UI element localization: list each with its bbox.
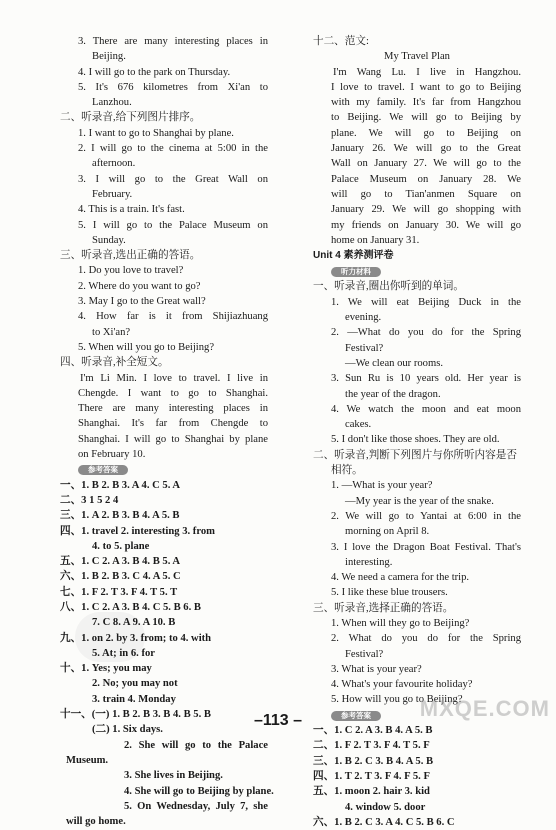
text-line: 4. We need a camera for the trip. bbox=[331, 572, 470, 584]
text-line: 三、听录音,选出正确的答语。 bbox=[60, 250, 201, 262]
text-line: morning on April 8. bbox=[345, 526, 430, 538]
text-line: Shanghai. It's far from Chengde to bbox=[78, 418, 268, 430]
text-line: 二、3 1 5 2 4 bbox=[60, 494, 119, 506]
text-line: 4. This is a train. It's fast. bbox=[78, 204, 185, 216]
text-line: 三、听录音,选择正确的答语。 bbox=[313, 602, 454, 614]
text-line: 四、听录音,补全短文。 bbox=[60, 357, 169, 369]
text-line: 四、1. travel 2. interesting 3. from bbox=[60, 525, 215, 537]
text-line: 二、听录音,给下列图片排序。 bbox=[60, 112, 201, 124]
text-line: 5. When will you go to Beijing? bbox=[78, 341, 215, 353]
text-line: Lanzhou. bbox=[92, 97, 132, 109]
text-line: 相符。 bbox=[331, 465, 363, 477]
badge-row bbox=[60, 462, 268, 477]
text-line: Sunday. bbox=[92, 234, 126, 246]
badge-row bbox=[313, 264, 521, 279]
text-line: 5. I will go to the Palace Museum on bbox=[78, 219, 268, 231]
text-line: Chengde. I want to go to Shanghai. bbox=[78, 387, 268, 399]
text-line: evening. bbox=[345, 312, 382, 324]
text-line: 八、1. C 2. A 3. B 4. C 5. B 6. B bbox=[60, 601, 201, 613]
text-line: 三、1. B 2. C 3. B 4. A 5. B bbox=[313, 755, 434, 767]
text-line: 3. Sun Ru is 10 years old. Her year is bbox=[331, 373, 521, 385]
text-line: Festival? bbox=[345, 648, 384, 660]
text-line: 4. We watch the moon and eat moon bbox=[331, 403, 521, 415]
text-line: 5. It's 676 kilometres from Xi'an to bbox=[78, 81, 268, 93]
text-line: 2. She will go to the Palace bbox=[124, 739, 268, 751]
text-line: my friends on January 30. We will go bbox=[331, 219, 521, 231]
text-line: 5. I like these blue trousers. bbox=[331, 587, 448, 599]
section-badge: 参考答案 bbox=[331, 711, 381, 721]
text-line: 十、1. Yes; you may bbox=[60, 663, 152, 675]
text-line: 2. We will go to Yantai at 6:00 in the bbox=[331, 510, 521, 522]
text-line: to Xi'an? bbox=[92, 326, 131, 338]
text-line: I'm Li Min. I love to travel. I live in bbox=[80, 372, 268, 384]
text-line: 一、1. B 2. B 3. A 4. C 5. A bbox=[60, 479, 181, 491]
text-line: 2. Where do you want to go? bbox=[78, 280, 201, 292]
section-badge: 听力材料 bbox=[331, 267, 381, 277]
unit-heading: Unit 4 素养测评卷 bbox=[313, 250, 394, 262]
site-watermark: MXQE.COM bbox=[419, 696, 550, 721]
text-line: 五、1. C 2. A 3. B 4. B 5. A bbox=[60, 556, 181, 568]
text-line: 4. How far is it from Shijiazhuang bbox=[78, 311, 268, 323]
text-line: Palace Museum on January 28. We bbox=[331, 173, 521, 185]
section-badge: 参考答案 bbox=[78, 465, 128, 475]
text-line: Shanghai. I will go to Shanghai by plane bbox=[78, 433, 268, 445]
text-line: 2. —What do you do for the Spring bbox=[331, 327, 521, 339]
text-line: 3. She lives in Beijing. bbox=[124, 770, 223, 782]
text-line: 3. What is your year? bbox=[331, 663, 422, 675]
text-line: 3. May I go to the Great wall? bbox=[78, 296, 206, 308]
text-line: on February 10. bbox=[78, 449, 146, 461]
text-line: There are many interesting places in bbox=[78, 403, 268, 415]
page-number: –113 – bbox=[253, 712, 303, 729]
text-line: 三、1. A 2. B 3. B 4. A 5. B bbox=[60, 510, 180, 522]
text-line: 五、1. moon 2. hair 3. kid bbox=[313, 786, 430, 798]
left-column bbox=[60, 34, 274, 829]
text-line: 一、1. C 2. A 3. B 4. A 5. B bbox=[313, 725, 433, 737]
text-line: 4. window 5. door bbox=[345, 801, 426, 813]
text-line: interesting. bbox=[345, 556, 393, 568]
text-line: I love to travel. I want to go to Beijing bbox=[331, 81, 521, 93]
text-line: plane. We will go to Beijing on bbox=[331, 127, 521, 139]
text-line: with my family. It's far from Hangzhou bbox=[331, 97, 521, 109]
text-line: will go home. bbox=[66, 816, 126, 828]
text-line: 六、1. B 2. C 3. A 4. C 5. B 6. C bbox=[313, 816, 455, 828]
text-line: January 29. We will go shopping with bbox=[331, 204, 521, 216]
text-line: 3. There are many interesting places in bbox=[78, 36, 268, 47]
text-line: 4. I will go to the park on Thursday. bbox=[78, 66, 231, 78]
text-line: 4. to 5. plane bbox=[92, 540, 150, 552]
text-line: 2. I will go to the cinema at 5:00 in the bbox=[78, 143, 268, 155]
text-line: 二、听录音,判断下列图片与你所听内容是否 bbox=[313, 449, 517, 461]
text-line: 5. How will you go to Beijing? bbox=[331, 694, 463, 706]
text-line: 十二、范文: bbox=[313, 36, 369, 47]
text-line: Festival? bbox=[345, 342, 384, 354]
text-line: 3. I will go to the Great Wall on bbox=[78, 173, 268, 185]
text-line: 2. No; you may not bbox=[92, 678, 178, 690]
text-line: 六、1. B 2. B 3. C 4. A 5. C bbox=[60, 571, 181, 583]
text-line: 七、1. F 2. T 3. F 4. T 5. T bbox=[60, 586, 178, 598]
text-line: 2. What do you do for the Spring bbox=[331, 633, 521, 645]
text-line: Wall on January 27. We will go to the bbox=[331, 158, 521, 170]
text-line: 二、1. F 2. T 3. F 4. T 5. F bbox=[313, 740, 430, 752]
text-line: 1. I want to go to Shanghai by plane. bbox=[78, 127, 234, 139]
text-line: I'm Wang Lu. I live in Hangzhou. bbox=[333, 66, 521, 78]
text-line: Museum. bbox=[66, 754, 109, 766]
text-line: —My year is the year of the snake. bbox=[345, 495, 494, 507]
text-line: My Travel Plan bbox=[384, 51, 450, 63]
text-line: afternoon. bbox=[92, 158, 136, 170]
text-line: 3. I love the Dragon Boat Festival. That's bbox=[331, 541, 521, 553]
text-line: 5. I don't like those shoes. They are old. bbox=[331, 434, 500, 446]
text-line: 十一、(一) 1. B 2. B 3. B 4. B 5. B bbox=[60, 709, 211, 721]
text-line: home on January 31. bbox=[331, 234, 420, 246]
text-line: 1. —What is your year? bbox=[331, 480, 433, 492]
text-line: 一、听录音,圈出你听到的单词。 bbox=[313, 281, 464, 293]
text-line: will go to Tian'anmen Square on bbox=[331, 188, 521, 200]
text-line: 1. We will eat Beijing Duck in the bbox=[331, 296, 521, 308]
text-line: the year of the dragon. bbox=[345, 388, 441, 400]
text-line: 1. When will they go to Beijing? bbox=[331, 617, 470, 629]
text-line: (二) 1. Six days. bbox=[92, 724, 163, 736]
text-line: 九、1. on 2. by 3. from; to 4. with bbox=[60, 632, 212, 644]
text-line: 5. At; in 6. for bbox=[92, 647, 155, 659]
text-line: 3. train 4. Monday bbox=[92, 693, 176, 705]
text-line: Beijing. bbox=[92, 51, 126, 63]
text-line: 4. What's your favourite holiday? bbox=[331, 679, 473, 691]
text-line: 5. On Wednesday, July 7, she bbox=[124, 800, 268, 812]
text-line: —We clean our rooms. bbox=[345, 357, 443, 369]
text-line: 四、1. T 2. T 3. F 4. F 5. F bbox=[313, 770, 430, 782]
text-line: 1. Do you love to travel? bbox=[78, 265, 184, 277]
text-line: February. bbox=[92, 188, 133, 200]
text-line: cakes. bbox=[345, 419, 372, 431]
text-line: 4. She will go to Beijing by plane. bbox=[124, 785, 274, 797]
text-line: January 26. We will go to the Great bbox=[331, 143, 521, 155]
text-line: to Beijing. We will go to Beijing by bbox=[331, 112, 521, 124]
text-line: 7. C 8. A 9. A 10. B bbox=[92, 617, 176, 629]
